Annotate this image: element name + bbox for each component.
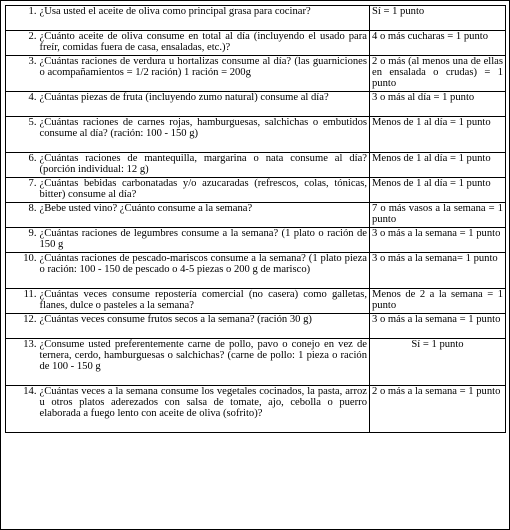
score-text: 4 o más cucharas = 1 punto [370,31,506,56]
score-text: 3 o más a la semana= 1 punto [370,253,506,289]
score-text: 2 o más (al menos una de ellas en ensalada o crudas) = 1 punto [370,56,506,92]
table-row [6,228,506,253]
table-row [6,253,506,289]
question-number: 12. [6,314,40,339]
question-number: 13. [6,339,40,386]
table-row [6,153,506,178]
table-row [6,178,506,203]
question-number: 3. [6,56,40,92]
question-number: 9. [6,228,40,253]
question-number: 10. [6,253,40,289]
question-text: ¿Bebe usted vino? ¿Cuánto consume a la semana? [40,203,370,228]
score-text: Menos de 2 a la semana = 1 punto [370,289,506,314]
question-number: 4. [6,92,40,117]
question-number: 6. [6,153,40,178]
table-row [6,314,506,339]
question-number: 2. [6,31,40,56]
score-text: 3 o más a la semana = 1 punto [370,314,506,339]
question-number: 11. [6,289,40,314]
table-row [6,31,506,56]
question-number: 8. [6,203,40,228]
score-text: 3 o más a la semana = 1 punto [370,228,506,253]
score-text: Menos de 1 al día = 1 punto [370,153,506,178]
table-row [6,56,506,92]
question-number: 5. [6,117,40,153]
question-text: ¿Cuántas raciones de mantequilla, margarina o nata consume al día? (porción individual: 12 g) [40,153,370,178]
table-row [6,289,506,314]
table-row [6,117,506,153]
question-text: ¿Cuánto aceite de oliva consume en total al día (incluyendo el usado para freír, comidas fuera de casa, ensaladas, etc.)? [40,31,370,56]
table-row [6,203,506,228]
question-text: ¿Cuántas veces a la semana consume los vegetales cocinados, la pasta, arroz u otros platos aderezados con salsa de tomate, ajo, cebolla o puerro elaborada a fuego lento con aceite de oliva (sofrito)? [40,386,370,433]
score-text: 2 o más a la semana = 1 punto [370,386,506,433]
table-row [6,6,506,31]
score-text: 7 o más vasos a la semana = 1 punto [370,203,506,228]
question-text: ¿Cuántas veces consume frutos secos a la semana? (ración 30 g) [40,314,370,339]
score-text: Sí = 1 punto [370,6,506,31]
question-text: ¿Consume usted preferentemente carne de pollo, pavo o conejo en vez de ternera, cerdo, hamburguesas o salchichas? (carne de pollo: 1 pieza o ración de 100 - 150 g [40,339,370,386]
table-row [6,386,506,433]
question-number: 14. [6,386,40,433]
score-text: Sí = 1 punto [370,339,506,386]
question-text: ¿Cuántas raciones de carnes rojas, hamburguesas, salchichas o embutidos consume al día? (ración: 100 - 150 g) [40,117,370,153]
questionnaire-table [5,5,506,433]
table-row [6,92,506,117]
question-text: ¿Usa usted el aceite de oliva como principal grasa para cocinar? [40,6,370,31]
question-text: ¿Cuántas veces consume repostería comercial (no casera) como galletas, flanes, dulce o pasteles a la semana? [40,289,370,314]
question-text: ¿Cuántas raciones de verdura u hortalizas consume al día? (las guarniciones o acompañamientos = 1/2 ración) 1 ración = 200g [40,56,370,92]
score-text: Menos de 1 al día = 1 punto [370,178,506,203]
question-text: ¿Cuántas bebidas carbonatadas y/o azucaradas (refrescos, colas, tónicas, bitter) consume al día? [40,178,370,203]
score-text: 3 o más al día = 1 punto [370,92,506,117]
question-text: ¿Cuántas piezas de fruta (incluyendo zumo natural) consume al día? [40,92,370,117]
question-text: ¿Cuántas raciones de legumbres consume a la semana? (1 plato o ración de 150 g [40,228,370,253]
question-number: 7. [6,178,40,203]
score-text: Menos de 1 al día = 1 punto [370,117,506,153]
question-number: 1. [6,6,40,31]
table-row [6,339,506,386]
question-text: ¿Cuántas raciones de pescado-mariscos consume a la semana? (1 plato pieza o ración: 100 - 150 de pescado o 4-5 piezas o 200 g de marisco) [40,253,370,289]
